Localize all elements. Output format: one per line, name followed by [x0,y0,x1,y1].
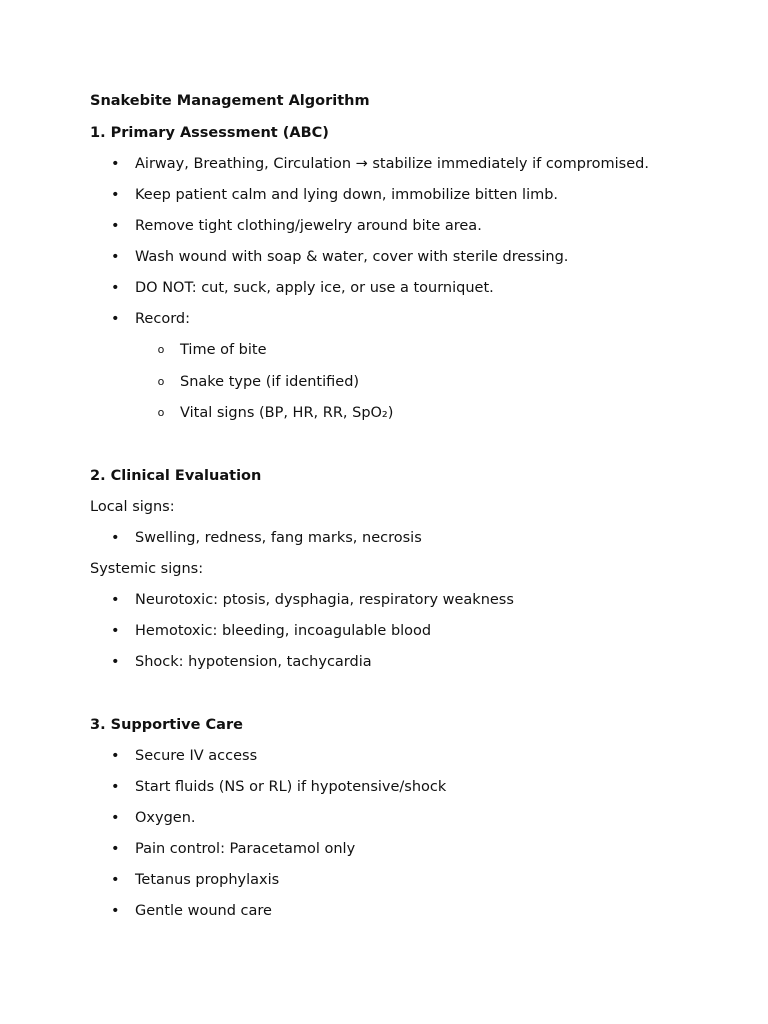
bullet-icon: • [111,748,120,764]
sub-list-item-text: Time of bite [180,342,267,358]
list-item-text: Wash wound with soap & water, cover with sterile dressing. [135,249,569,265]
bullet-icon: • [111,592,120,608]
document-title: Snakebite Management Algorithm [90,93,370,109]
bullet-icon: • [111,779,120,795]
sub-bullet-icon: o [157,375,165,388]
bullet-icon: • [111,623,120,639]
bullet-icon: • [111,187,120,203]
sub-bullet-icon: o [157,343,165,356]
section-heading-clinical-evaluation: 2. Clinical Evaluation [90,468,262,484]
list-item-text: Keep patient calm and lying down, immobilize bitten limb. [135,187,559,203]
bullet-icon: • [111,872,120,888]
bullet-icon: • [111,280,120,296]
list-item-text: Oxygen. [135,810,196,826]
list-item-text: Secure IV access [135,748,258,764]
list-item-text: Tetanus prophylaxis [135,872,280,888]
sub-list-item-text: Snake type (if identified) [180,374,360,390]
list-item-text: Pain control: Paracetamol only [135,841,356,857]
list-item-text: Airway, Breathing, Circulation → stabilize immediately if compromised. [135,156,649,172]
systemic-signs-label: Systemic signs: [90,561,204,577]
bullet-icon: • [111,654,120,670]
list-item-text: DO NOT: cut, suck, apply ice, or use a tourniquet. [135,280,494,296]
section-heading-supportive-care: 3. Supportive Care [90,717,243,733]
bullet-icon: • [111,841,120,857]
bullet-icon: • [111,311,120,327]
bullet-icon: • [111,218,120,234]
list-item-text: Record: [135,311,190,327]
sub-list-item-text: Vital signs (BP, HR, RR, SpO₂) [180,405,394,421]
sub-bullet-icon: o [157,406,165,419]
bullet-icon: • [111,249,120,265]
bullet-icon: • [111,530,120,546]
list-item-text: Hemotoxic: bleeding, incoagulable blood [135,623,432,639]
list-item-text: Gentle wound care [135,903,272,919]
list-item-text: Remove tight clothing/jewelry around bite area. [135,218,482,234]
list-item-text: Shock: hypotension, tachycardia [135,654,372,670]
bullet-icon: • [111,156,120,172]
section-heading-primary-assessment: 1. Primary Assessment (ABC) [90,125,329,141]
bullet-icon: • [111,903,120,919]
bullet-icon: • [111,810,120,826]
list-item-text: Swelling, redness, fang marks, necrosis [135,530,422,546]
list-item-text: Start fluids (NS or RL) if hypotensive/shock [135,779,447,795]
local-signs-label: Local signs: [90,499,175,515]
list-item-text: Neurotoxic: ptosis, dysphagia, respiratory weakness [135,592,514,608]
